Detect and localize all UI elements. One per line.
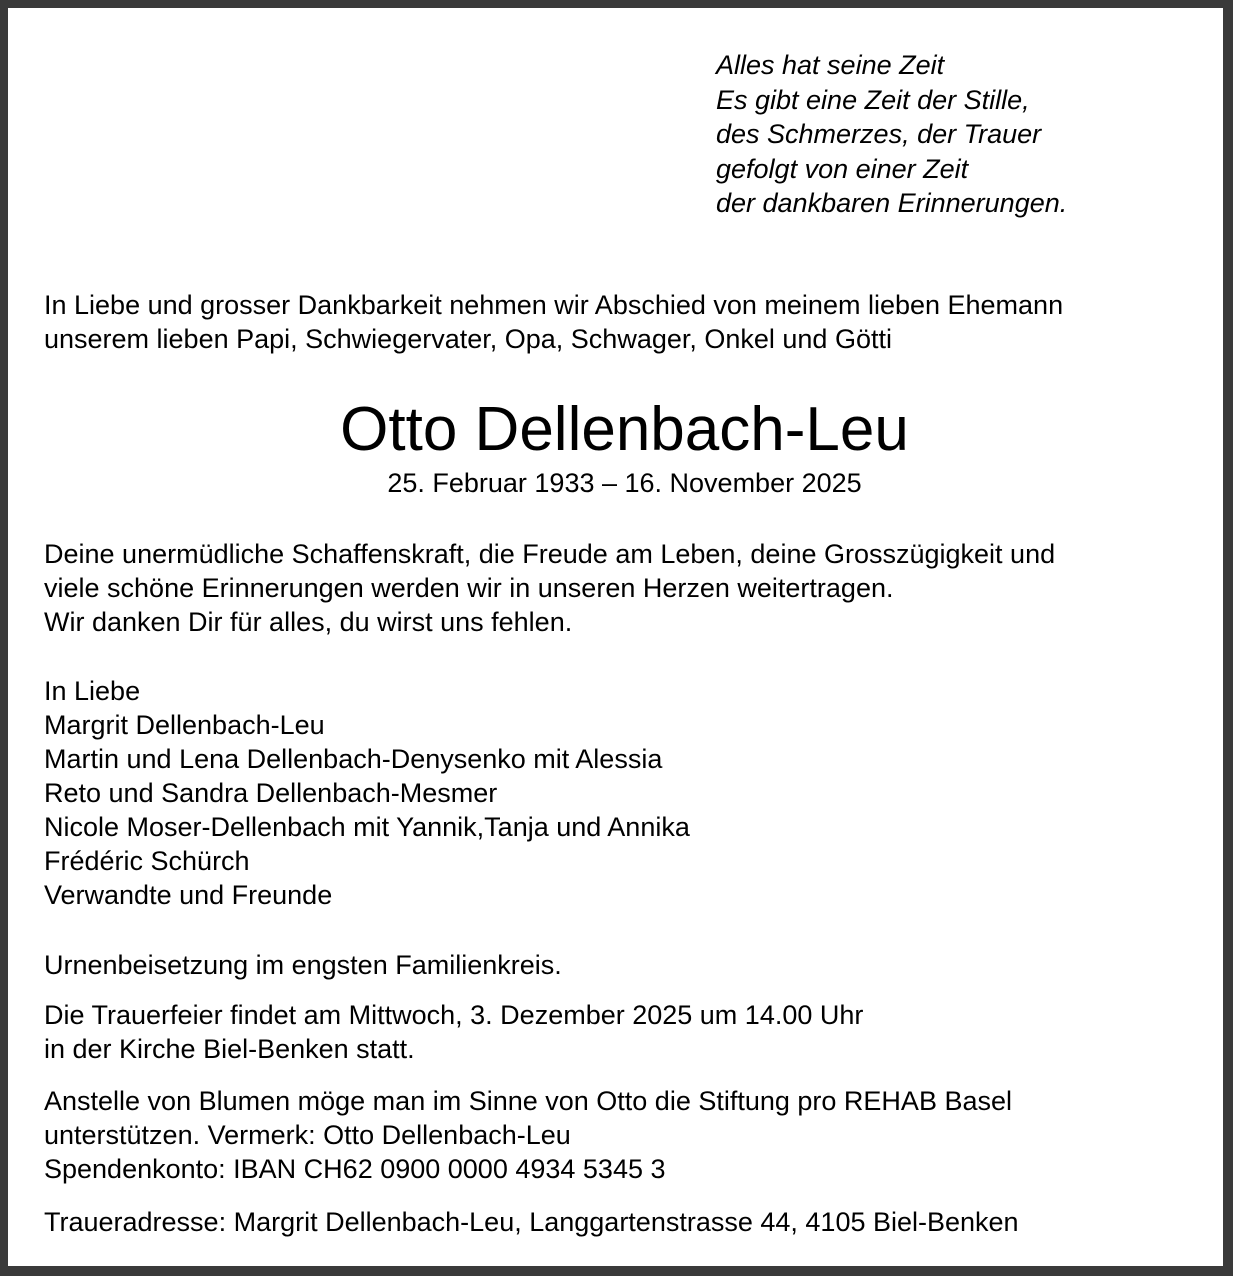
motto-line: Es gibt eine Zeit der Stille, bbox=[716, 84, 1030, 115]
tribute-line: Wir danken Dir für alles, du wirst uns fehlen. bbox=[44, 607, 573, 637]
intro-text bbox=[44, 288, 1063, 356]
mourner-line: Verwandte und Freunde bbox=[44, 880, 333, 910]
donation-info bbox=[44, 1084, 1012, 1186]
mourner-line: In Liebe bbox=[44, 676, 141, 706]
mourner-line: Frédéric Schürch bbox=[44, 846, 250, 876]
intro-line: In Liebe und grosser Dankbarkeit nehmen wir Abschied von meinem lieben Ehemann bbox=[44, 290, 1064, 320]
service-line: in der Kirche Biel-Benken statt. bbox=[44, 1034, 415, 1064]
service-line: Die Trauerfeier findet am Mittwoch, 3. Dezember 2025 um 14.00 Uhr bbox=[44, 1000, 864, 1030]
motto-line: Alles hat seine Zeit bbox=[716, 50, 945, 80]
mourner-line: Margrit Dellenbach-Leu bbox=[44, 710, 325, 740]
tribute-text bbox=[44, 537, 1055, 639]
service-info bbox=[44, 998, 863, 1066]
donation-line: unterstützen. Vermerk: Otto Dellenbach-Leu bbox=[44, 1120, 571, 1150]
intro-line: unserem lieben Papi, Schwiegervater, Opa, Schwager, Onkel und Götti bbox=[44, 324, 892, 354]
donation-line: Spendenkonto: IBAN CH62 0900 0000 4934 5345 3 bbox=[44, 1154, 666, 1184]
motto-poem bbox=[716, 48, 1067, 221]
life-dates: 25. Februar 1933 – 16. November 2025 bbox=[387, 468, 862, 498]
tribute-line: viele schöne Erinnerungen werden wir in unseren Herzen weitertragen. bbox=[44, 573, 894, 603]
deceased-name: Otto Dellenbach-Leu bbox=[340, 395, 909, 464]
motto-line: gefolgt von einer Zeit bbox=[716, 153, 969, 184]
mourner-line: Martin und Lena Dellenbach-Denysenko mit Alessia bbox=[44, 744, 663, 774]
mourner-line: Reto und Sandra Dellenbach-Mesmer bbox=[44, 778, 498, 808]
mourner-line: Nicole Moser-Dellenbach mit Yannik,Tanja und Annika bbox=[44, 812, 690, 842]
motto-line: der dankbaren Erinnerungen. bbox=[716, 188, 1068, 218]
mourning-address: Traueradresse: Margrit Dellenbach-Leu, Langgartenstrasse 44, 4105 Biel-Benken bbox=[44, 1207, 1019, 1237]
mourners-list bbox=[44, 674, 690, 912]
donation-line: Anstelle von Blumen möge man im Sinne von Otto die Stiftung pro REHAB Basel bbox=[44, 1086, 1012, 1116]
burial-note: Urnenbeisetzung im engsten Familienkreis. bbox=[44, 950, 562, 980]
tribute-line: Deine unermüdliche Schaffenskraft, die Freude am Leben, deine Grosszügigkeit und bbox=[44, 539, 1056, 569]
motto-line: des Schmerzes, der Trauer bbox=[716, 119, 1042, 149]
